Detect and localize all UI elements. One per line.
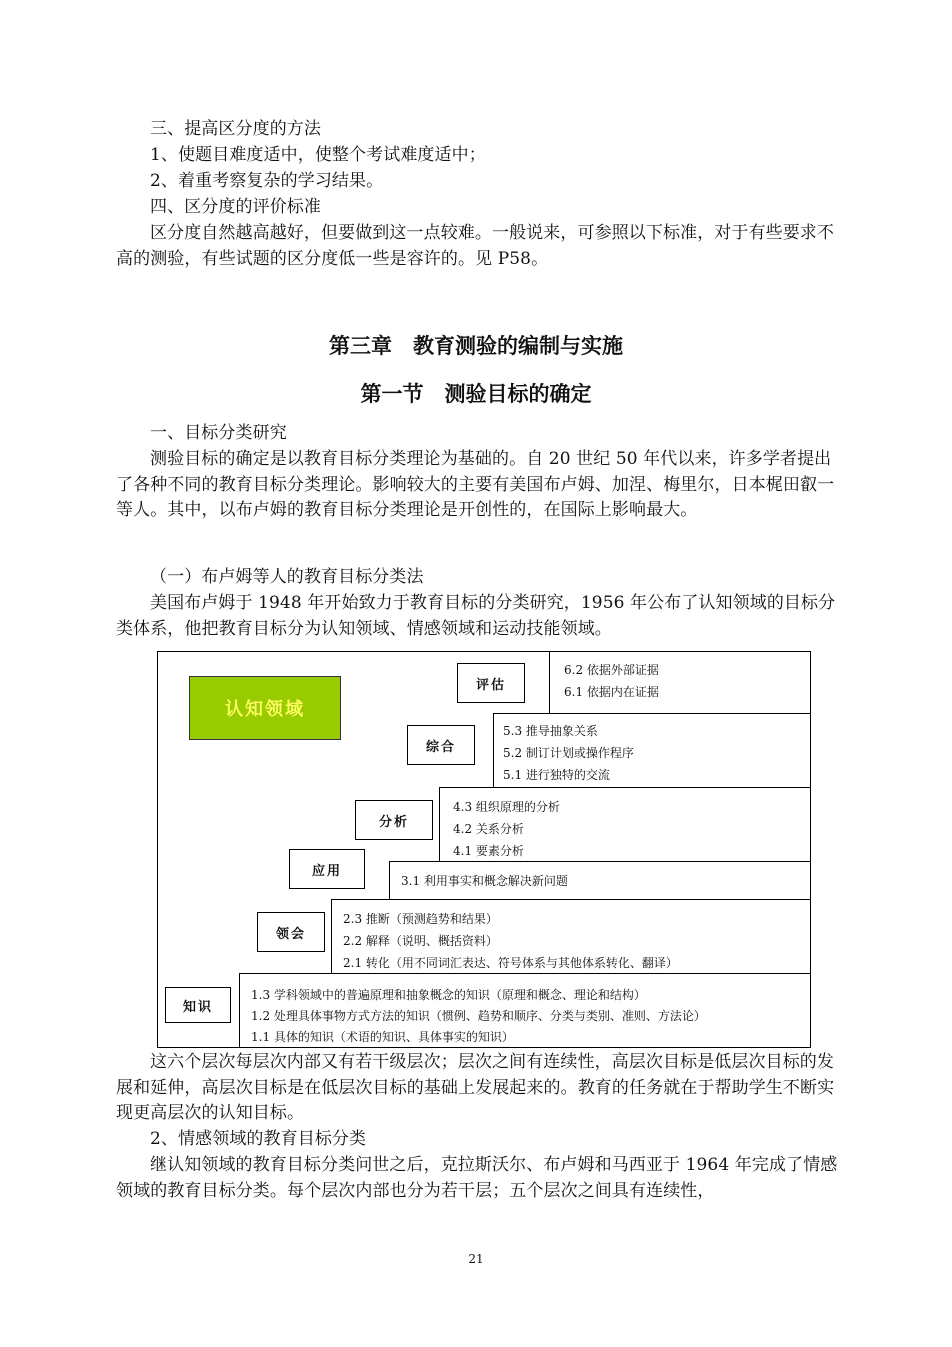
level-6-item-2: 6.2 依据外部证据: [564, 663, 659, 677]
level-5-item-3: 5.3 推导抽象关系: [503, 724, 598, 738]
level-1-item-1: 1.1 具体的知识（术语的知识、具体事实的知识）: [251, 1030, 514, 1044]
page-number: 21: [468, 1252, 484, 1266]
heading-bloom-method: （一）布卢姆等人的教育目标分类法: [150, 567, 424, 587]
level-2-item-3: 2.3 推断（预测趋势和结果）: [343, 912, 498, 926]
level-1-item-2: 1.2 处理具体事物方式方法的知识（惯例、趋势和顺序、分类与类别、准则、方法论）: [251, 1009, 706, 1023]
list-item-2: 2、着重考察复杂的学习结果。: [150, 171, 384, 191]
level-analyze: 分析: [355, 800, 433, 840]
level-evaluate: 评估: [457, 663, 525, 703]
level-synthesize: 综合: [407, 725, 475, 765]
level-6-item-1: 6.1 依据内在证据: [564, 685, 659, 699]
level-2-item-2: 2.2 解释（说明、概括资料）: [343, 934, 498, 948]
level-knowledge: 知识: [165, 987, 231, 1023]
heading-evaluation-standard: 四、区分度的评价标准: [150, 197, 321, 217]
level-4-item-1: 4.1 要素分析: [453, 844, 524, 858]
level-3-item-1: 3.1 利用事实和概念解决新问题: [401, 874, 568, 888]
level-4-item-3: 4.3 组织原理的分析: [453, 800, 560, 814]
bloom-taxonomy-diagram: [157, 651, 811, 1048]
chapter-title: 第三章 教育测验的编制与实施: [329, 334, 623, 358]
paragraph-evaluation-standard: 区分度自然越高越好，但要做到这一点较难。一般说来，可参照以下标准，对于有些要求不高的测验，有些试题的区分度低一些是容许的。见 P58。: [116, 223, 834, 269]
heading-goal-classification: 一、目标分类研究: [150, 423, 287, 443]
heading-affective-domain: 2、情感领域的教育目标分类: [150, 1129, 367, 1149]
list-item-1: 1、使题目难度适中，使整个考试难度适中；: [150, 145, 486, 165]
level-comprehend: 领会: [257, 912, 325, 952]
paragraph-bloom-method: 美国布卢姆于 1948 年开始致力于教育目标的分类研究，1956 年公布了认知领域的目标分类体系，他把教育目标分为认知领域、情感领域和运动技能领域。: [116, 593, 836, 639]
paragraph-levels-continuity: 这六个层次每层次内部又有若干级层次；层次之间有连续性，高层次目标是低层次目标的发展和延伸，高层次目标是在低层次目标的基础上发展起来的。教育的任务就在于帮助学生不断实现更高层次的认知目标。: [116, 1052, 835, 1124]
section-title: 第一节 测验目标的确定: [360, 382, 592, 406]
level-5-item-1: 5.1 进行独特的交流: [503, 768, 610, 782]
level-apply: 应用: [289, 849, 365, 889]
cognitive-domain-label: 认知领域: [189, 676, 341, 740]
level-2-item-1: 2.1 转化（用不同词汇表达、符号体系与其他体系转化、翻译）: [343, 956, 678, 970]
level-1-item-3: 1.3 学科领域中的普遍原理和抽象概念的知识（原理和概念、理论和结构）: [251, 988, 646, 1002]
paragraph-affective-domain: 继认知领域的教育目标分类问世之后，克拉斯沃尔、布卢姆和马西亚于 1964 年完成了情感领域的教育目标分类。每个层次内部也分为若干层；五个层次之间具有连续性，: [116, 1155, 838, 1201]
heading-discrimination-methods: 三、提高区分度的方法: [150, 119, 321, 139]
level-5-item-2: 5.2 制订计划或操作程序: [503, 746, 634, 760]
paragraph-goal-classification: 测验目标的确定是以教育目标分类理论为基础的。自 20 世纪 50 年代以来，许多学者提出了各种不同的教育目标分类理论。影响较大的主要有美国布卢姆、加涅、梅里尔，日本梶田叡一等人。其中，以布卢姆的教育目标分类理论是开创性的，在国际上影响最大。: [116, 449, 835, 521]
level-4-item-2: 4.2 关系分析: [453, 822, 524, 836]
